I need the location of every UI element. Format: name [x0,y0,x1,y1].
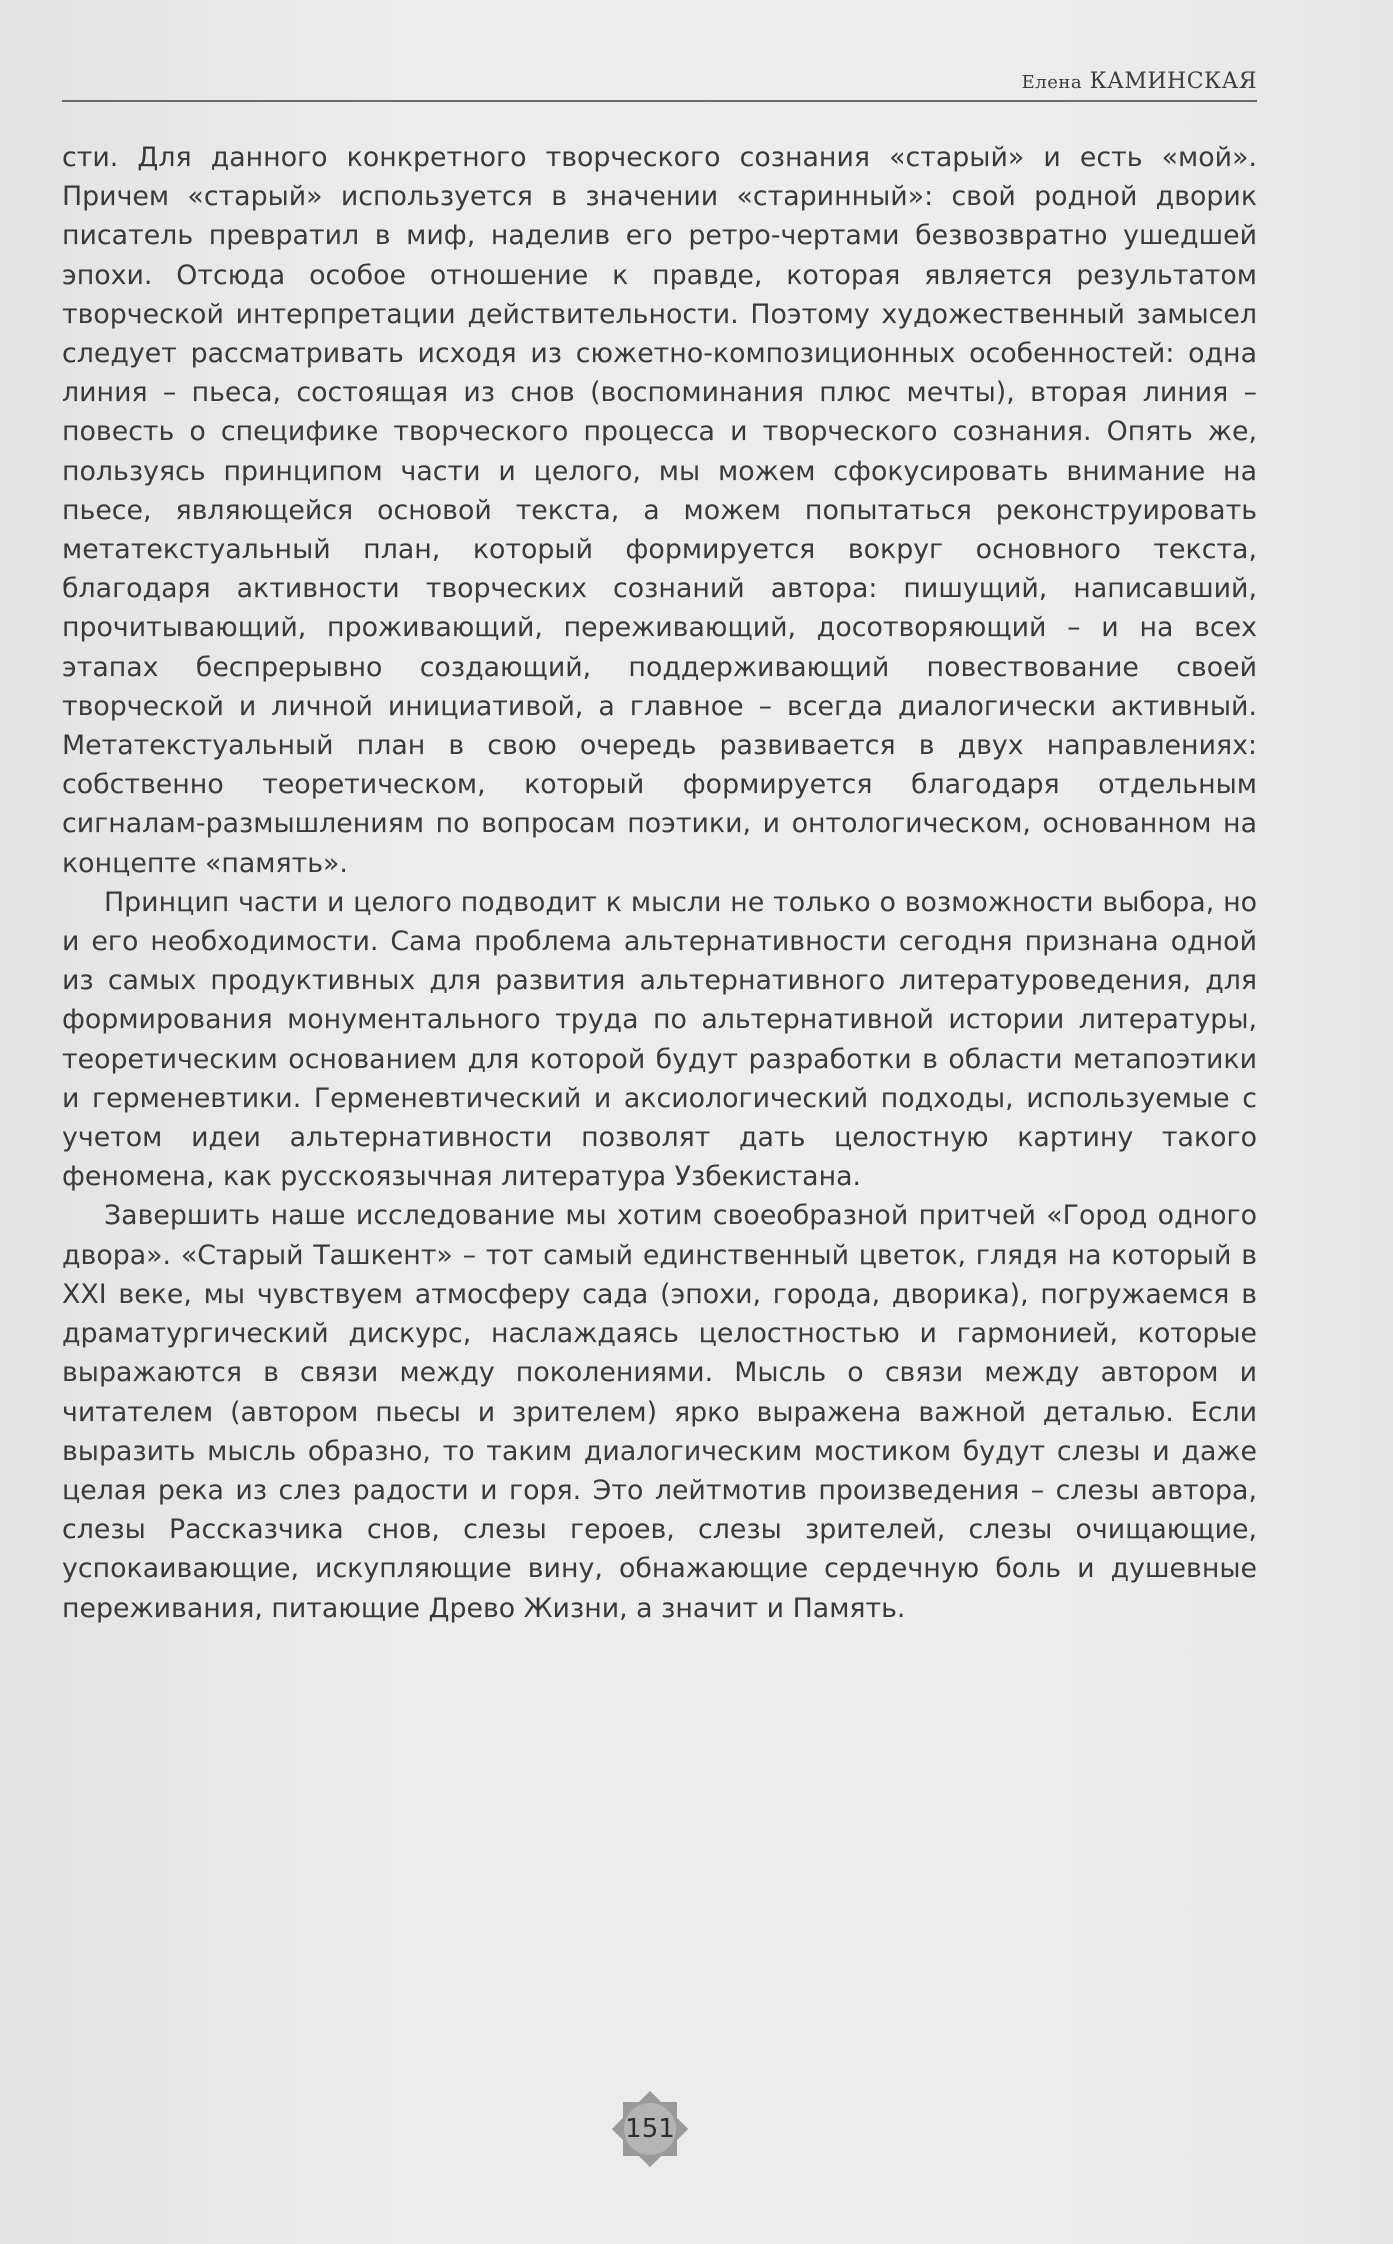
paragraph-3: Завершить наше исследование мы хотим своеобразной притчей «Город одного двора». «Старый Ташкент» – тот самый единственный цветок, глядя на который в XXI веке, мы чувствуем атмосферу сада (эпохи, города, дворика), погружаемся в драматургический дискурс, наслаждаясь целостностью и гармонией, которые выражаются в связи между поколениями. Мысль о связи между автором и читателем (автором пьесы и зрителем) ярко выражена важной деталью. Если выразить мысль образно, то таким диалогическим мостиком будут слезы и даже целая река из слез радости и горя. Это лейтмотив произведения – слезы автора, слезы Рассказчика снов, слезы героев, слезы зрителей, слезы очищающие, успокаивающие, искупляющие вину, обнажающие сердечную боль и душевные переживания, питающие Древо Жизни, а значит и Память. [62,1200,1257,1624]
page-number-badge [609,2088,691,2170]
body-text [62,138,1257,1628]
paragraph-1: сти. Для данного конкретного творческого сознания «старый» и есть «мой». Причем «старый» используется в значении «старинный»: свой родной дворик писатель превратил в миф, наделив его ретро-чертами безвозвратно ушедшей эпохи. Отсюда особое отношение к правде, которая является результатом творческой интерпретации действительности. Поэтому художественный замысел следует рассматривать исходя из сюжетно-композиционных особенностей: одна линия – пьеса, состоящая из снов (воспоминания плюс мечты), вторая линия – повесть о специфике творческого процесса и творческого сознания. Опять же, пользуясь принципом части и целого, мы можем сфокусировать внимание на пьесе, являющейся основой текста, а можем попытаться реконструировать метатекстуальный план, который формируется вокруг основного текста, благодаря активности творческих сознаний автора: пишущий, написавший, прочитывающий, проживающий, переживающий, досотворяющий – и на всех этапах беспрерывно создающий, поддерживающий повествование своей творческой и личной инициативой, а главное – всегда диалогически активный. Метатекстуальный план в свою очередь развивается в двух направлениях: собственно теоретическом, который формируется благодаря отдельным сигналам-размышлениям по вопросам поэтики, и онтологическом, основанном на концепте «память». [62,142,1257,879]
author-last-name: КАМИНСКАЯ [1089,69,1257,94]
running-header [62,60,1257,102]
paragraph-2: Принцип части и целого подводит к мысли не только о возможности выбора, но и его необходимости. Сама проблема альтернативности сегодня признана одной из самых продуктивных для развития альтернативного литературоведения, для формирования монументального труда по альтернативной истории литературы, теоретическим основанием для которой будут разработки в области метапоэтики и герменевтики. Герменевтический и аксиологический подходы, используемые с учетом идеи альтернативности позволят дать целостную картину такого феномена, как русскоязычная литература Узбекистана. [62,886,1257,1193]
page-number: 151 [625,2114,675,2144]
header-author [1022,69,1257,94]
author-first-name: Елена [1021,72,1083,93]
